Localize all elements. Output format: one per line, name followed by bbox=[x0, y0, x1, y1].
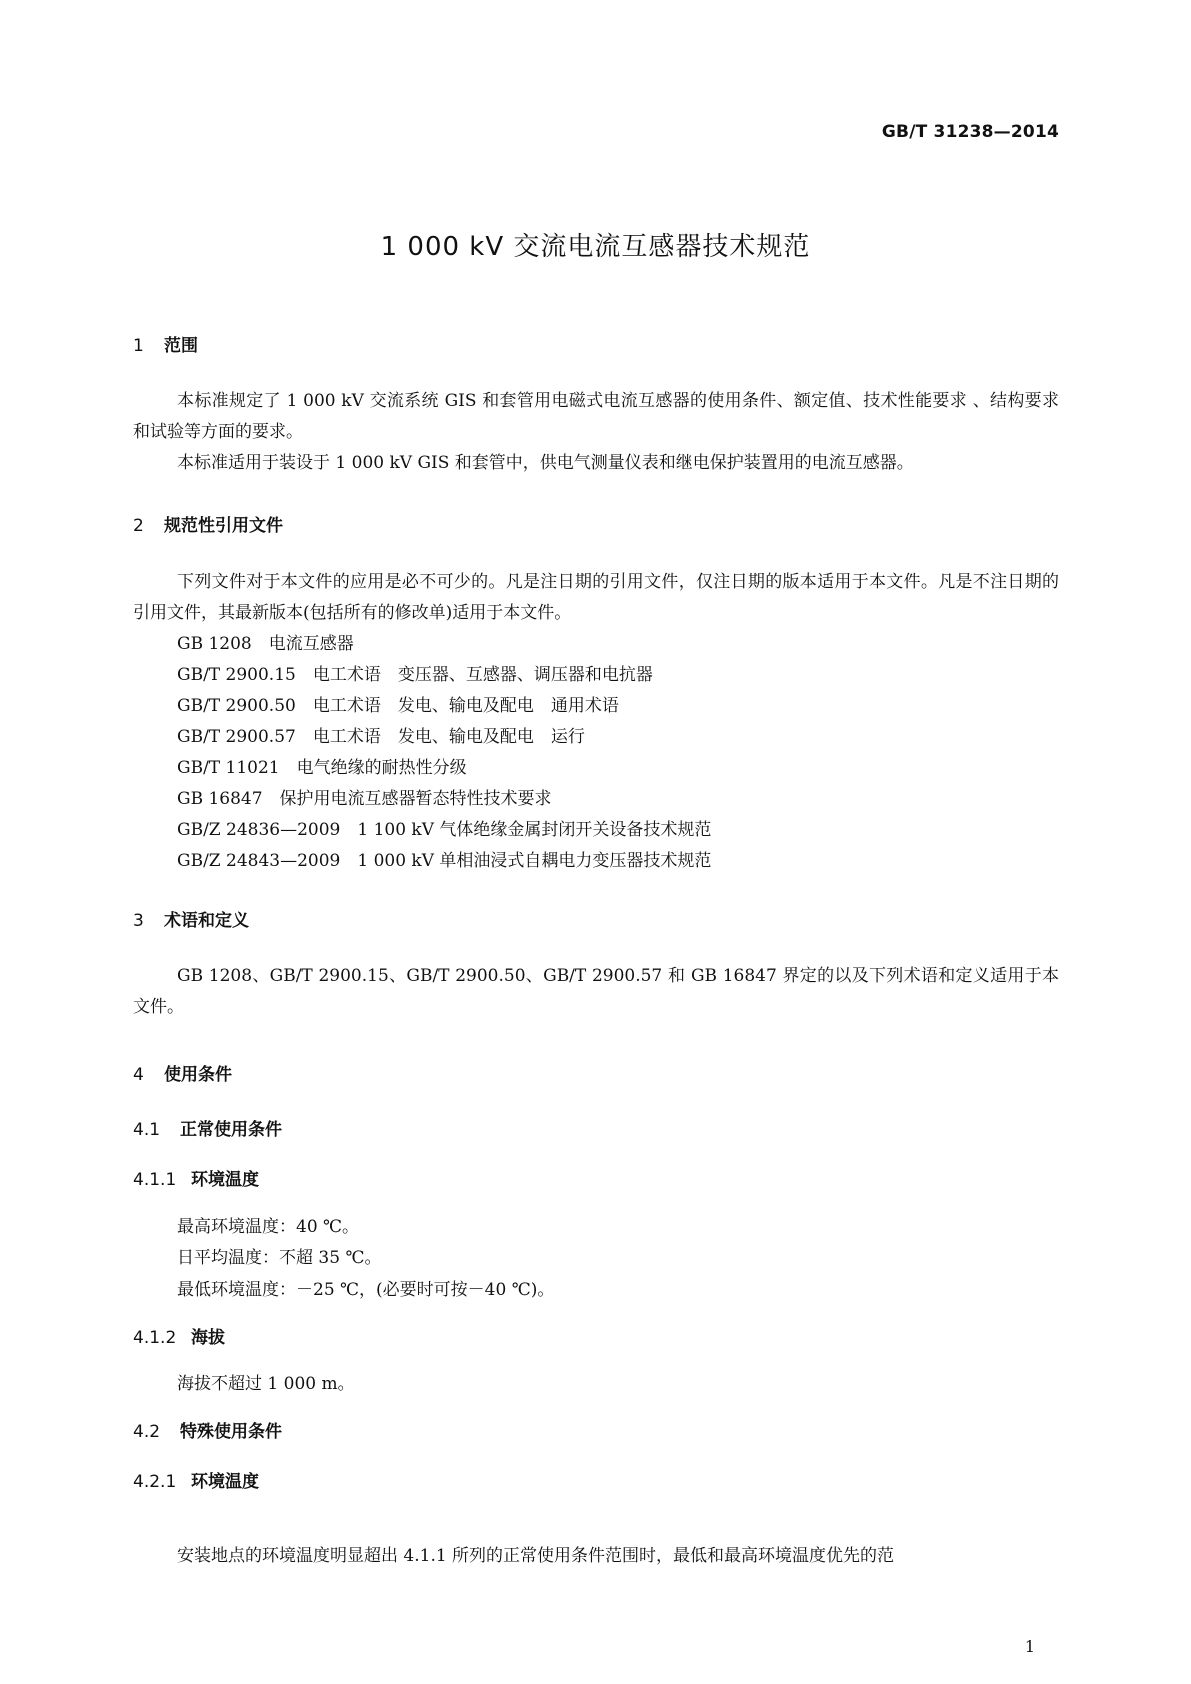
section-title: 使用条件 bbox=[164, 1065, 232, 1085]
section-number: 4.1.2 bbox=[133, 1328, 177, 1348]
section-title: 正常使用条件 bbox=[180, 1120, 282, 1140]
section-number: 3 bbox=[133, 911, 144, 931]
section-3-paragraph-1: GB 1208、GB/T 2900.15、GB/T 2900.50、GB/T 2900.57 和 GB 16847 界定的以及下列术语和定义适用于本文件。 bbox=[133, 966, 1059, 1017]
section-number: 4.2.1 bbox=[133, 1472, 177, 1492]
section-4-heading bbox=[133, 1060, 232, 1085]
section-title: 规范性引用文件 bbox=[164, 516, 283, 536]
section-1-heading bbox=[133, 331, 198, 356]
section-title: 海拔 bbox=[191, 1328, 225, 1348]
section-number: 4.1.1 bbox=[133, 1170, 177, 1190]
section-number: 2 bbox=[133, 516, 144, 536]
subsection-4-1-1-heading bbox=[133, 1165, 259, 1190]
document-title: 1 000 kV 交流电流互感器技术规范 bbox=[380, 232, 811, 262]
section-title: 范围 bbox=[164, 336, 198, 356]
section-number: 4 bbox=[133, 1065, 144, 1085]
subsection-4-2-1-heading bbox=[133, 1467, 259, 1492]
subsection-4-1-2-heading bbox=[133, 1323, 225, 1348]
section-title: 环境温度 bbox=[191, 1170, 259, 1190]
subsection-4-2-heading bbox=[133, 1417, 282, 1442]
section-title: 术语和定义 bbox=[164, 911, 249, 931]
reference-item: GB/Z 24843—2009 1 000 kV 单相油浸式自耦电力变压器技术规范 bbox=[177, 851, 712, 871]
normative-reference-list bbox=[177, 629, 711, 877]
condition-line: 最低环境温度：－25 ℃，(必要时可按－40 ℃)。 bbox=[177, 1280, 555, 1300]
reference-item: GB/Z 24836—2009 1 100 kV 气体绝缘金属封闭开关设备技术规范 bbox=[177, 820, 712, 840]
section-2-paragraph-1: 下列文件对于本文件的应用是必不可少的。凡是注日期的引用文件，仅注日期的版本适用于本文件。凡是不注日期的引用文件，其最新版本(包括所有的修改单)适用于本文件。 bbox=[133, 572, 1059, 623]
section-1-paragraph-2: 本标准适用于装设于 1 000 kV GIS 和套管中，供电气测量仪表和继电保护装置用的电流互感器。 bbox=[177, 453, 914, 473]
reference-item: GB/T 2900.15 电工术语 变压器、互感器、调压器和电抗器 bbox=[177, 665, 653, 685]
section-number: 1 bbox=[133, 336, 144, 356]
section-1-paragraph-1: 本标准规定了 1 000 kV 交流系统 GIS 和套管用电磁式电流互感器的使用条件、额定值、技术性能要求 、结构要求和试验等方面的要求。 bbox=[133, 391, 1059, 442]
subsection-4-1-heading bbox=[133, 1115, 282, 1140]
condition-line: 海拔不超过 1 000 m。 bbox=[177, 1374, 355, 1394]
section-number: 4.1 bbox=[133, 1120, 161, 1140]
page-number: 1 bbox=[1024, 1637, 1035, 1656]
reference-item: GB/T 2900.50 电工术语 发电、输电及配电 通用术语 bbox=[177, 696, 619, 716]
section-2-heading bbox=[133, 511, 283, 536]
reference-item: GB/T 11021 电气绝缘的耐热性分级 bbox=[177, 758, 467, 778]
section-title: 特殊使用条件 bbox=[180, 1422, 282, 1442]
section-title: 环境温度 bbox=[191, 1472, 259, 1492]
section-3-heading bbox=[133, 906, 249, 931]
reference-item: GB/T 2900.57 电工术语 发电、输电及配电 运行 bbox=[177, 727, 585, 747]
reference-item: GB 16847 保护用电流互感器暂态特性技术要求 bbox=[177, 789, 552, 809]
condition-line: 最高环境温度：40 ℃。 bbox=[177, 1217, 360, 1237]
section-number: 4.2 bbox=[133, 1422, 161, 1442]
condition-line: 日平均温度：不超 35 ℃。 bbox=[177, 1248, 382, 1268]
standard-code: GB/T 31238—2014 bbox=[881, 122, 1059, 142]
section-4-2-1-paragraph: 安装地点的环境温度明显超出 4.1.1 所列的正常使用条件范围时，最低和最高环境温度优先的范 bbox=[177, 1546, 895, 1566]
reference-item: GB 1208 电流互感器 bbox=[177, 634, 354, 654]
